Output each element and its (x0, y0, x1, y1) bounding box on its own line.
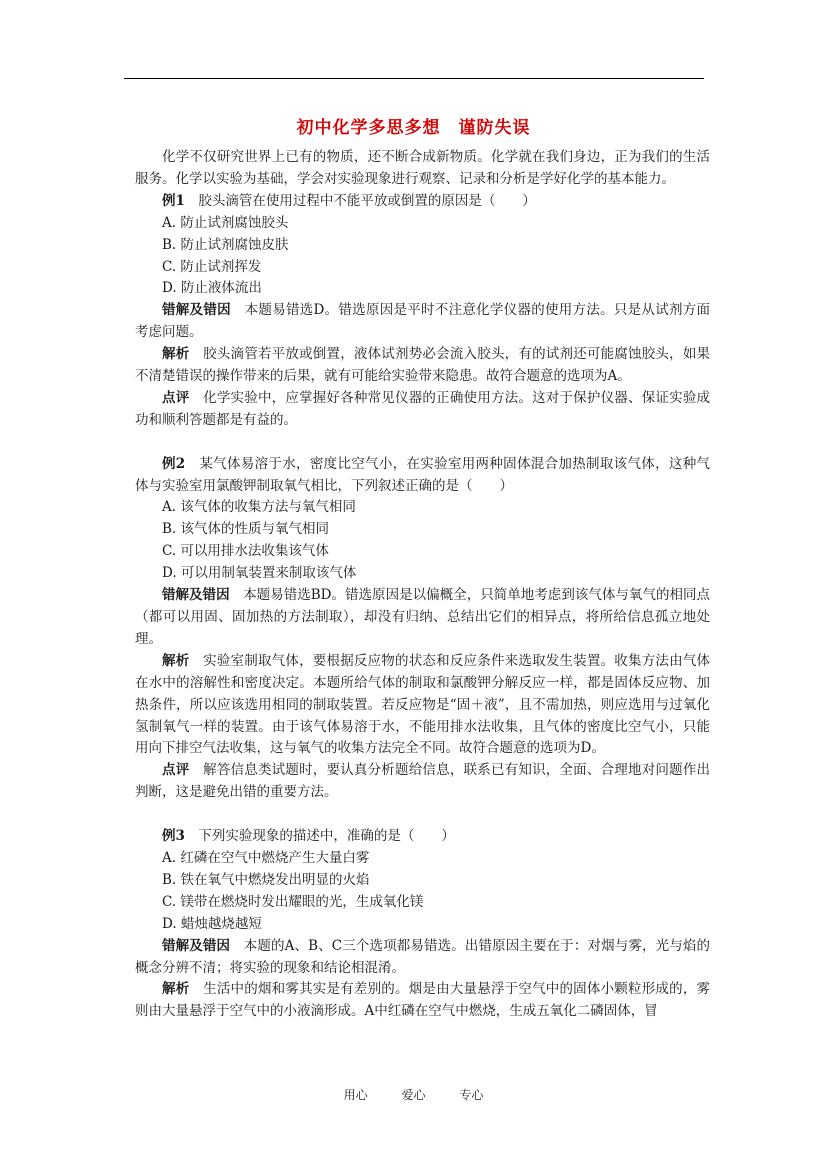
option-c: C. 防止试剂挥发 (162, 258, 262, 275)
comment-text: 化学实验中，应掌握好各种常见仪器的正确使用方法。这对于保护仪器、保证实验成功和顺利答题都是有益的。 (135, 389, 711, 428)
option-b: B. 防止试剂腐蚀皮肤 (162, 236, 289, 253)
example-2-comment (135, 760, 710, 804)
option-d: D. 防止液体流出 (162, 280, 262, 297)
analysis-text: 实验室制取气体，要根据反应物的状态和反应条件来选取发生装置。收集方法由气体在水中的溶解性和密度决定。本题所给气体的制取和氯酸钾分解反应一样，都是固体反应物、加热条件，所以应该选用相同的制取装置。若反应物是“固＋液”，且不需加热，则应选用与过氧化氢制氧气一样的装置。由于该气体易溶于水，不能用排水法收集，且气体的密度比空气小，只能用向下排空气法收集，这与氧气的收集方法完全不同。故符合题意的选项为D。 (135, 652, 711, 757)
comment-label: 点评 (162, 762, 190, 779)
analysis-label: 解析 (162, 346, 190, 363)
comment-label: 点评 (162, 389, 190, 406)
page-footer (0, 1086, 827, 1103)
example-3-error (135, 936, 710, 980)
analysis-label: 解析 (162, 981, 190, 998)
error-text: 本题易错选BD。错选原因是以偏概全，只简单地考虑到该气体与氧气的相同点（都可以用固、固加热的方法制取），却没有归纳、总结出它们的相异点，将所给信息孤立地处理。 (135, 587, 711, 647)
example-1-question (135, 191, 710, 213)
comment-text: 解答信息类试题时，要认真分析题给信息，联系已有知识，全面、合理地对问题作出判断，这是避免出错的重要方法。 (135, 762, 711, 801)
example-3-analysis (135, 979, 710, 1023)
example-1-error (135, 300, 710, 344)
example-3-question (135, 826, 710, 848)
example-2-question (135, 454, 710, 498)
question-text: 某气体易溶于水，密度比空气小，在实验室用两种固体混合加热制取该气体，这种气体与实验室用氯酸钾制取氧气相比，下列叙述正确的是（ ） (135, 455, 711, 494)
error-text: 本题易错选D。错选原因是平时不注意化学仪器的使用方法。只是从试剂方面考虑问题。 (135, 302, 711, 341)
document-body (135, 147, 710, 1023)
option-c: C. 镁带在燃烧时发出耀眼的光，生成氧化镁 (162, 893, 424, 910)
example-2-analysis (135, 651, 710, 761)
example-label: 例3 (162, 828, 185, 845)
footer-text: 用心 (343, 1088, 368, 1102)
example-1-comment (135, 388, 710, 432)
error-label: 错解及错因 (162, 587, 230, 604)
option-c: C. 可以用排水法收集该气体 (162, 543, 329, 560)
analysis-label: 解析 (162, 652, 190, 669)
question-text: 下列实验现象的描述中，准确的是（ ） (198, 828, 455, 845)
example-2-error (135, 585, 710, 651)
option-d: D. 可以用制氧装置来制取该气体 (162, 565, 357, 582)
footer-text: 爱心 (401, 1088, 426, 1102)
error-label: 错解及错因 (162, 937, 231, 954)
example-label: 例2 (162, 455, 186, 472)
error-label: 错解及错因 (162, 302, 231, 319)
question-text: 胶头滴管在使用过程中不能平放或倒置的原因是（ ） (198, 192, 536, 209)
example-1-analysis (135, 344, 710, 388)
error-text: 本题的A、B、C三个选项都易错选。出错原因主要在于：对烟与雾，光与焰的概念分辨不清；将实验的现象和结论相混淆。 (135, 937, 710, 976)
example-label: 例1 (162, 192, 185, 209)
option-a: A. 红磷在空气中燃烧产生大量白雾 (162, 849, 370, 866)
analysis-text: 胶头滴管若平放或倒置，液体试剂势必会流入胶头，有的试剂还可能腐蚀胶头，如果不清楚错误的操作带来的后果，就有可能给实验带来隐患。故符合题意的选项为A。 (135, 346, 711, 385)
option-d: D. 蜡烛越烧越短 (162, 915, 262, 932)
option-b: B. 该气体的性质与氧气相同 (162, 521, 330, 538)
option-a: A. 防止试剂腐蚀胶头 (162, 214, 289, 231)
option-a: A. 该气体的收集方法与氧气相同 (162, 499, 356, 516)
option-b: B. 铁在氧气中燃烧发出明显的火焰 (162, 871, 370, 888)
header-rule (124, 78, 704, 79)
footer-text: 专心 (459, 1088, 484, 1102)
page-title: 初中化学多思多想 谨防失误 (296, 118, 531, 138)
analysis-text: 生活中的烟和雾其实是有差别的。烟是由大量悬浮于空气中的固体小颗粒形成的，雾则由大量悬浮于空气中的小液滴形成。A中红磷在空气中燃烧，生成五氧化二磷固体，冒 (135, 981, 711, 1020)
intro-paragraph: 化学不仅研究世界上已有的物质，还不断合成新物质。化学就在我们身边，正为我们的生活服务。化学以实验为基础，学会对实验现象进行观察、记录和分析是学好化学的基本能力。 (135, 149, 710, 187)
